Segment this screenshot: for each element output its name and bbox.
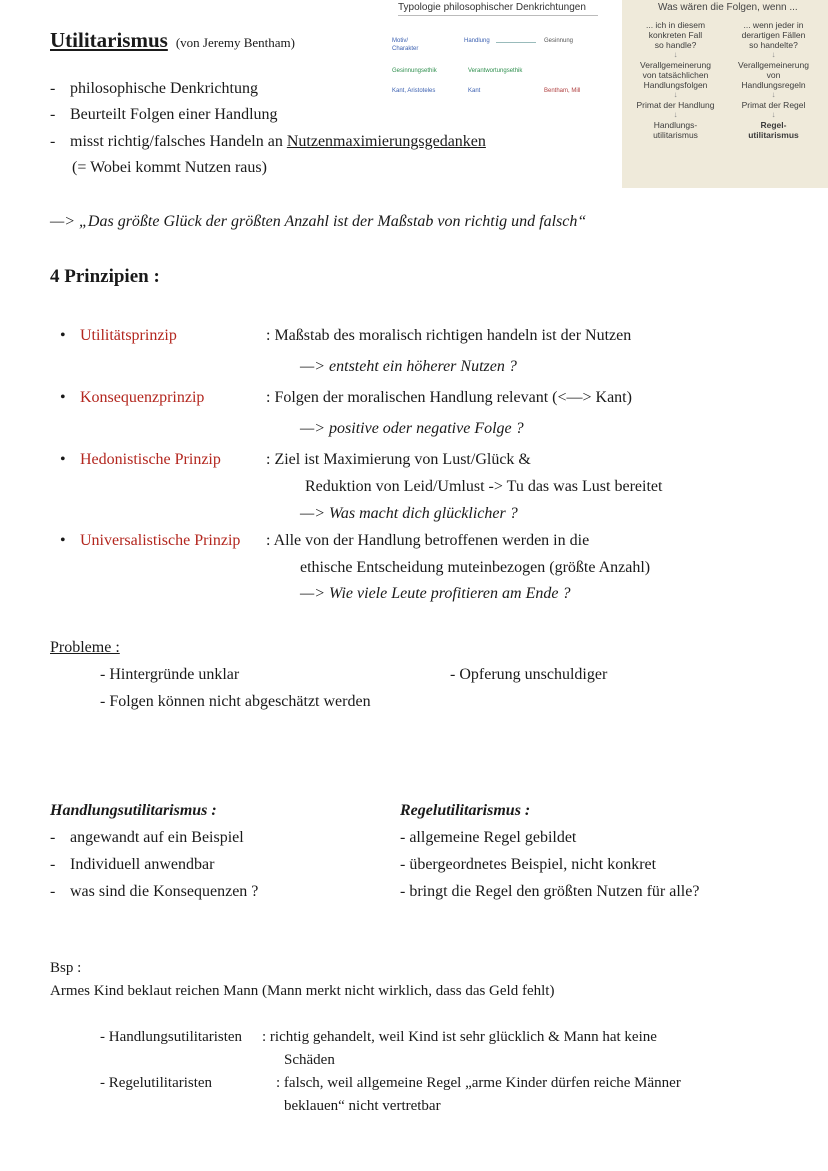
typology-chip: Bentham, Mill [544, 88, 581, 94]
comparison-right-item: - bringt die Regel den größten Nutzen für alle? [400, 883, 700, 900]
figure-left-column: ... ich in diesem konkreten Fall so handle? ↓ Verallgemeinerung von tatsächlichen Handlungsfolgen ↓ Primat der Handlung ↓ Handlungs- utilitarismus [628, 20, 723, 140]
principle-question: —> Was macht dich glücklicher ? [300, 505, 518, 522]
problem-item: - Folgen können nicht abgeschätzt werden [100, 693, 371, 710]
arrow-down-icon: ↓ [771, 50, 776, 59]
problem-item: - Hintergründe unklar [100, 666, 240, 683]
principle-desc: : Maßstab des moralisch richtigen handeln ist der Nutzen [266, 327, 632, 344]
typology-chip: Verantwortungsethik [468, 68, 523, 74]
arrow-down-icon: ↓ [673, 110, 678, 119]
example-verdict: : richtig gehandelt, weil Kind ist sehr glücklich & Mann hat keine [262, 1029, 657, 1045]
arrow-down-icon: ↓ [771, 110, 776, 119]
typology-chip: Motiv/ [392, 38, 409, 44]
typology-chip: Kant, Aristoteles [392, 88, 436, 94]
principle-name: • Konsequenzprinzip [80, 389, 204, 407]
example-who: - Regelutilitaristen [100, 1075, 213, 1091]
principle-question: —> positive oder negative Folge ? [300, 420, 524, 437]
comparison-left-item: - Individuell anwendbar [50, 856, 215, 873]
principle-name: • Utilitätsprinzip [80, 327, 177, 345]
principle-desc-cont: ethische Entscheidung muteinbezogen (größte Anzahl) [300, 559, 651, 576]
principle-question: —> entsteht ein höherer Nutzen ? [300, 358, 517, 375]
arrow-down-icon: ↓ [673, 50, 678, 59]
typology-chip: Kant [468, 88, 481, 94]
example-who: - Handlungsutilitaristen [100, 1029, 243, 1045]
example-verdict-cont: beklauen“ nicht vertretbar [284, 1098, 441, 1114]
comparison-right-item: - übergeordnetes Beispiel, nicht konkret [400, 856, 657, 873]
intro-point: - philosophische Denkrichtung [50, 80, 258, 97]
arrow-down-icon: ↓ [771, 90, 776, 99]
figure-heading: Was wären die Folgen, wenn ... [658, 2, 798, 13]
principle-question: —> Wie viele Leute profitieren am Ende ? [300, 585, 571, 602]
principle-desc-cont: Reduktion von Leid/Umlust -> Tu das was Lust bereitet [305, 478, 663, 495]
intro-point: - Beurteilt Folgen einer Handlung [50, 106, 278, 123]
typology-figure [368, 0, 618, 110]
example-verdict-cont: Schäden [284, 1052, 335, 1068]
comparison-right-item: - allgemeine Regel gebildet [400, 829, 577, 846]
intro-note: (= Wobei kommt Nutzen raus) [72, 159, 267, 176]
page-title-block [50, 28, 295, 53]
page-title: Utilitarismus [50, 28, 168, 52]
typology-chip: Handlung [464, 38, 490, 44]
comparison-left-item: - angewandt auf ein Beispiel [50, 829, 244, 846]
comparison-left-item: - was sind die Konsequenzen ? [50, 883, 259, 900]
typology-chip: Gesinnung [544, 38, 574, 44]
quote: —> „Das größte Glück der größten Anzahl ist der Maßstab von richtig und falsch“ [50, 213, 587, 230]
principle-desc: : Ziel ist Maximierung von Lust/Glück & [266, 451, 531, 468]
arrow-down-icon: ↓ [673, 90, 678, 99]
problem-item: - Opferung unschuldiger [450, 666, 608, 683]
principle-desc: : Folgen der moralischen Handlung relevant (<—> Kant) [266, 389, 632, 406]
figure-right-column: ... wenn jeder in derartigen Fällen so handelte? ↓ Verallgemeinerung von Handlungsregeln ↓ Primat der Regel ↓ Regel- utilitarismus [726, 20, 821, 140]
typology-title: Typologie philosophischer Denkrichtungen [398, 2, 586, 13]
problems-heading: Probleme : [50, 639, 120, 656]
page-subtitle: (von Jeremy Bentham) [175, 35, 295, 50]
principle-desc: : Alle von der Handlung betroffenen werden in die [266, 532, 590, 549]
example-label: Bsp : [50, 960, 82, 976]
example-text: Armes Kind beklaut reichen Mann (Mann merkt nicht wirklich, dass das Geld fehlt) [50, 983, 555, 999]
intro-point: - misst richtig/falsches Handeln an Nutzenmaximierungsgedanken [50, 133, 486, 150]
example-verdict: : falsch, weil allgemeine Regel „arme Kinder dürfen reiche Männer [276, 1075, 681, 1091]
principles-heading: 4 Prinzipien : [50, 266, 160, 287]
typology-chip: Gesinnungsethik [392, 68, 437, 74]
comparison-left-heading: Handlungsutilitarismus : [50, 802, 217, 819]
key-term: Nutzenmaximierungsgedanken [286, 133, 486, 150]
comparison-right-heading: Regelutilitarismus : [400, 802, 531, 819]
typology-chip: Charakter [392, 46, 419, 52]
utilitarism-figure [622, 0, 828, 188]
principle-name: • Hedonistische Prinzip [80, 451, 221, 469]
principle-name: • Universalistische Prinzip [80, 532, 240, 550]
